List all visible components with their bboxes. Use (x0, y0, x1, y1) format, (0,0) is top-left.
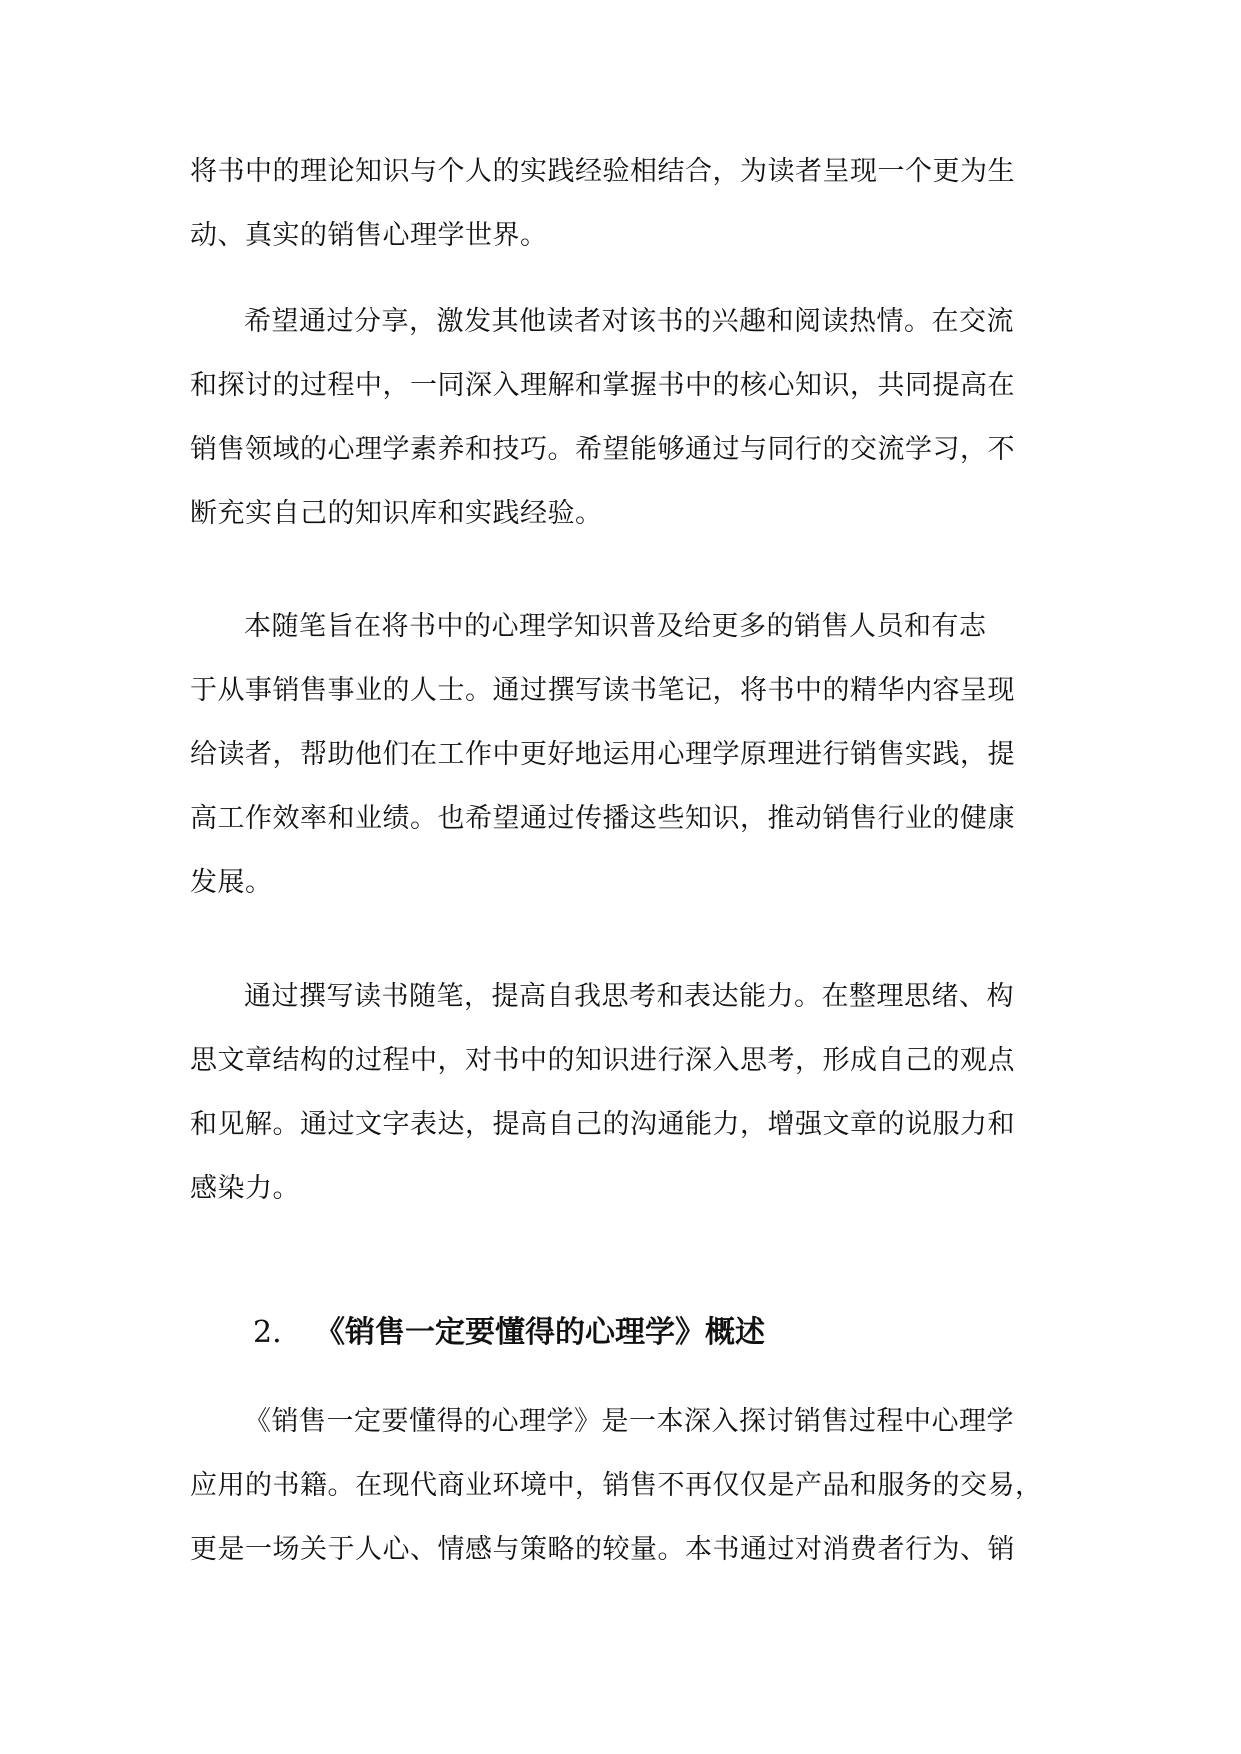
section-title: 《销售一定要懂得的心理学》概述 (315, 1315, 765, 1350)
paragraph-line: 感染力。 (190, 1173, 300, 1204)
section-number: 2. (253, 1315, 282, 1350)
paragraph-line: 本随笔旨在将书中的心理学知识普及给更多的销售人员和有志 (244, 611, 987, 642)
paragraph-line: 于从事销售事业的人士。通过撰写读书笔记，将书中的精华内容呈现 (190, 675, 1015, 706)
paragraph-line: 应用的书籍。在现代商业环境中，销售不再仅仅是产品和服务的交易， (190, 1470, 1043, 1501)
paragraph-line: 给读者，帮助他们在工作中更好地运用心理学原理进行销售实践，提 (190, 739, 1015, 770)
paragraph-line: 和见解。通过文字表达，提高自己的沟通能力，增强文章的说服力和 (190, 1109, 1015, 1140)
paragraph-line: 希望通过分享，激发其他读者对该书的兴趣和阅读热情。在交流 (244, 306, 1014, 337)
paragraph-2 (190, 290, 1050, 546)
paragraph-line: 更是一场关于人心、情感与策略的较量。本书通过对消费者行为、销 (190, 1534, 1015, 1565)
paragraph-line: 高工作效率和业绩。也希望通过传播这些知识，推动销售行业的健康 (190, 803, 1015, 834)
paragraph-5 (190, 1390, 1050, 1582)
paragraph-line: 断充实自己的知识库和实践经验。 (190, 498, 603, 529)
paragraph-3 (190, 595, 1050, 915)
paragraph-line: 思文章结构的过程中，对书中的知识进行深入思考，形成自己的观点 (190, 1045, 1015, 1076)
paragraph-line: 发展。 (190, 867, 273, 898)
paragraph-line: 通过撰写读书随笔，提高自我思考和表达能力。在整理思绪、构 (244, 981, 1014, 1012)
paragraph-4 (190, 965, 1050, 1221)
paragraph-line: 动、真实的销售心理学世界。 (190, 220, 548, 251)
section-heading (253, 1308, 765, 1358)
paragraph-1 (190, 140, 1050, 268)
paragraph-line: 将书中的理论知识与个人的实践经验相结合，为读者呈现一个更为生 (190, 156, 1015, 187)
paragraph-line: 和探讨的过程中，一同深入理解和掌握书中的核心知识，共同提高在 (190, 370, 1015, 401)
paragraph-line: 销售领域的心理学素养和技巧。希望能够通过与同行的交流学习，不 (190, 434, 1015, 465)
paragraph-line: 《销售一定要懂得的心理学》是一本深入探讨销售过程中心理学 (244, 1406, 1014, 1437)
